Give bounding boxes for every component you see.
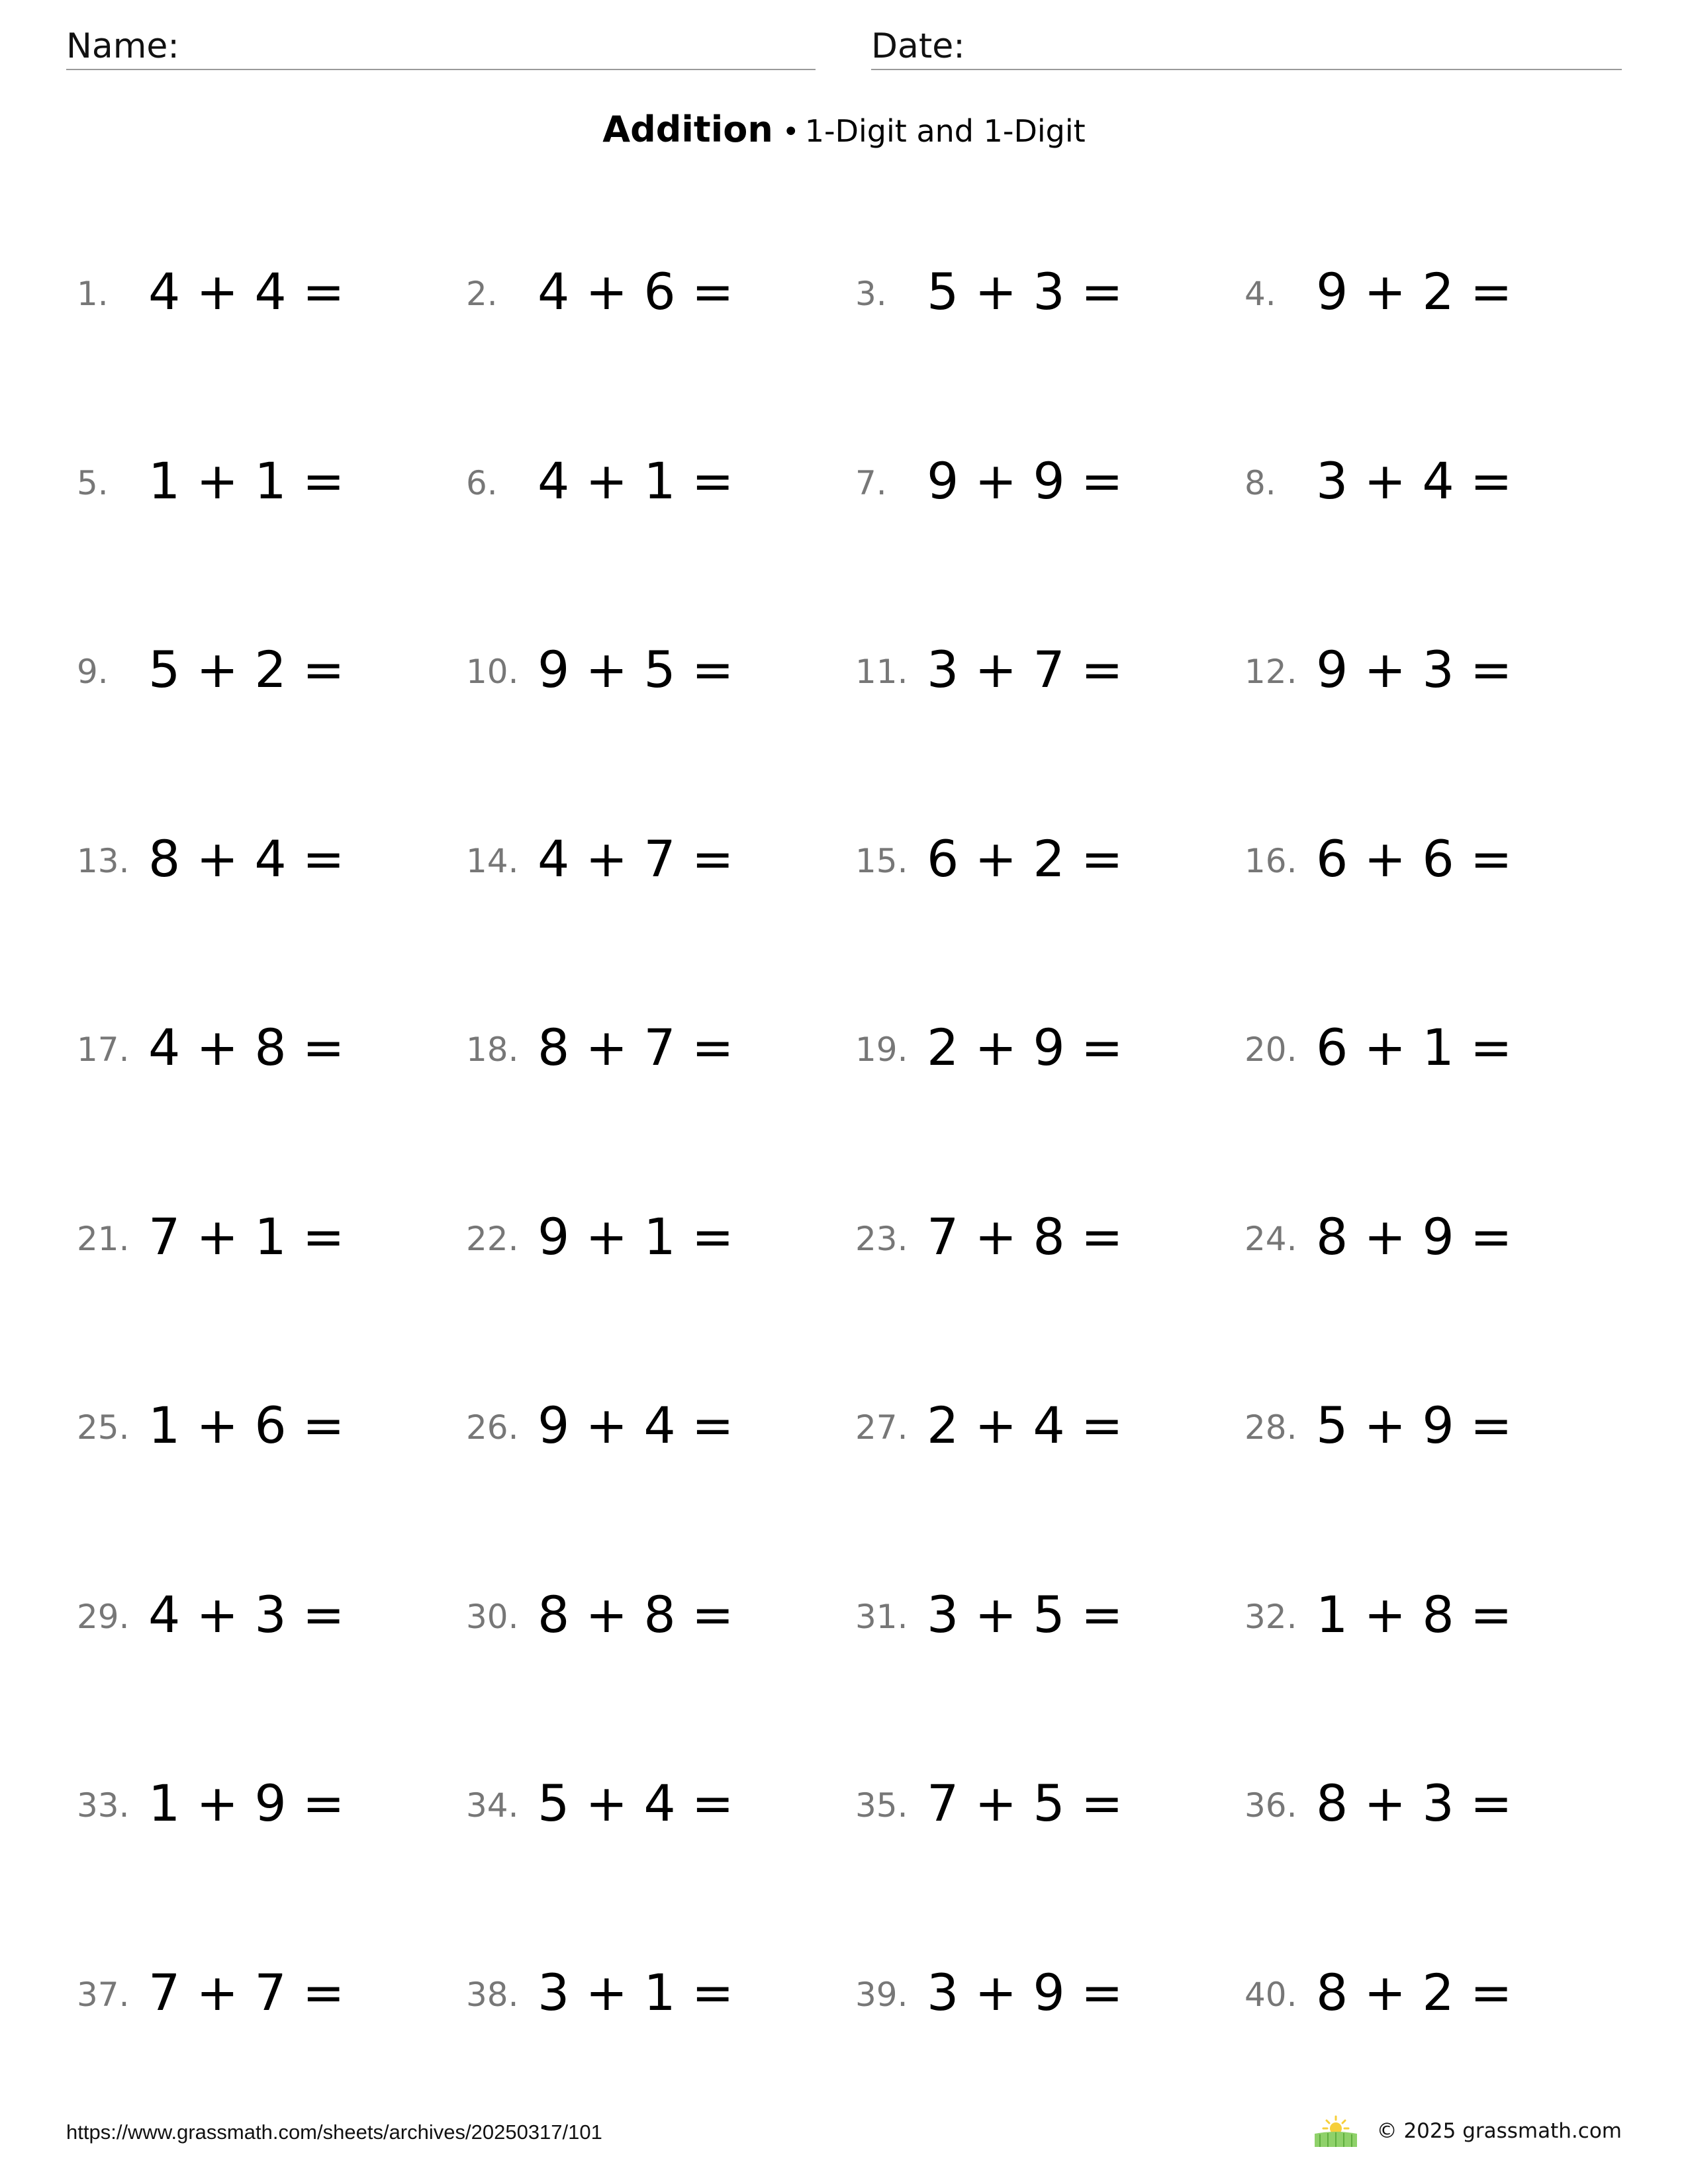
problem-number: 2. (466, 275, 498, 313)
problem-expression: 6 + 6 = (1316, 829, 1513, 888)
problem-number: 16. (1244, 841, 1297, 880)
problem-number: 27. (855, 1408, 908, 1447)
problem-number: 38. (466, 1975, 519, 2014)
problem-expression: 1 + 8 = (1316, 1584, 1513, 1644)
problem-expression: 6 + 1 = (1316, 1018, 1513, 1077)
problem-expression: 7 + 1 = (148, 1206, 345, 1266)
problem-number: 13. (77, 841, 130, 880)
problem-expression: 3 + 5 = (927, 1584, 1123, 1644)
problem-number: 9. (77, 653, 109, 691)
footer-url: https://www.grassmath.com/sheets/archives/20250317/101 (66, 2120, 602, 2144)
problem-expression: 3 + 4 = (1316, 451, 1513, 510)
problem-expression: 9 + 3 = (1316, 640, 1513, 699)
problem-expression: 3 + 9 = (927, 1962, 1123, 2022)
date-field[interactable] (871, 24, 1622, 70)
problem-number: 34. (466, 1786, 519, 1825)
problem-number: 21. (77, 1219, 130, 1258)
problem-number: 25. (77, 1408, 130, 1447)
footer-brand (1312, 2113, 1622, 2150)
problem-number: 11. (855, 653, 908, 691)
problem-expression: 3 + 7 = (927, 640, 1123, 699)
problem-expression: 9 + 5 = (538, 640, 734, 699)
problem-number: 23. (855, 1219, 908, 1258)
problem-expression: 7 + 5 = (927, 1774, 1123, 1833)
problem-number: 28. (1244, 1408, 1297, 1447)
problem-expression: 4 + 4 = (148, 262, 345, 321)
problem-expression: 4 + 6 = (538, 262, 734, 321)
problem-number: 10. (466, 653, 519, 691)
problem-expression: 2 + 4 = (927, 1396, 1123, 1455)
problem-number: 12. (1244, 653, 1297, 691)
problem-expression: 8 + 2 = (1316, 1962, 1513, 2022)
title-separator: • (782, 115, 800, 149)
worksheet-title (0, 105, 1688, 158)
problem-expression: 4 + 8 = (148, 1018, 345, 1077)
problem-expression: 5 + 9 = (1316, 1396, 1513, 1455)
problem-expression: 8 + 7 = (538, 1018, 734, 1077)
problem-expression: 8 + 9 = (1316, 1206, 1513, 1266)
problem-number: 26. (466, 1408, 519, 1447)
problem-number: 20. (1244, 1030, 1297, 1069)
problem-expression: 8 + 8 = (538, 1584, 734, 1644)
problem-number: 32. (1244, 1597, 1297, 1636)
problem-number: 6. (466, 463, 498, 502)
title-subtitle: 1-Digit and 1-Digit (804, 113, 1086, 149)
problem-number: 40. (1244, 1975, 1297, 2014)
problem-expression: 9 + 1 = (538, 1206, 734, 1266)
problem-number: 35. (855, 1786, 908, 1825)
problem-expression: 5 + 2 = (148, 640, 345, 699)
problem-expression: 4 + 1 = (538, 451, 734, 510)
problem-expression: 1 + 6 = (148, 1396, 345, 1455)
problem-expression: 4 + 3 = (148, 1584, 345, 1644)
problem-expression: 9 + 4 = (538, 1396, 734, 1455)
problem-number: 4. (1244, 275, 1276, 313)
problem-number: 33. (77, 1786, 130, 1825)
problem-number: 1. (77, 275, 109, 313)
name-label: Name: (66, 26, 179, 66)
problem-number: 7. (855, 463, 887, 502)
problem-number: 30. (466, 1597, 519, 1636)
problem-expression: 8 + 3 = (1316, 1774, 1513, 1833)
problem-expression: 9 + 9 = (927, 451, 1123, 510)
name-field[interactable] (66, 24, 816, 70)
problem-number: 3. (855, 275, 887, 313)
problem-expression: 5 + 4 = (538, 1774, 734, 1833)
problem-expression: 5 + 3 = (927, 262, 1123, 321)
date-label: Date: (871, 26, 965, 66)
problem-number: 8. (1244, 463, 1276, 502)
problem-number: 19. (855, 1030, 908, 1069)
problem-number: 37. (77, 1975, 130, 2014)
problem-number: 29. (77, 1597, 130, 1636)
problem-expression: 2 + 9 = (927, 1018, 1123, 1077)
problem-expression: 6 + 2 = (927, 829, 1123, 888)
problem-number: 24. (1244, 1219, 1297, 1258)
problem-number: 15. (855, 841, 908, 880)
grass-sun-logo-icon (1312, 2114, 1360, 2148)
problem-expression: 1 + 9 = (148, 1774, 345, 1833)
problem-expression: 9 + 2 = (1316, 262, 1513, 321)
problem-number: 36. (1244, 1786, 1297, 1825)
problem-expression: 4 + 7 = (538, 829, 734, 888)
problem-expression: 8 + 4 = (148, 829, 345, 888)
problem-number: 5. (77, 463, 109, 502)
problem-expression: 7 + 7 = (148, 1962, 345, 2022)
problem-expression: 7 + 8 = (927, 1206, 1123, 1266)
problem-number: 31. (855, 1597, 908, 1636)
problem-number: 39. (855, 1975, 908, 2014)
title-main: Addition (602, 109, 773, 150)
problem-number: 22. (466, 1219, 519, 1258)
problem-number: 18. (466, 1030, 519, 1069)
problem-expression: 3 + 1 = (538, 1962, 734, 2022)
copyright-text: © 2025 grassmath.com (1376, 2119, 1622, 2143)
problem-expression: 1 + 1 = (148, 451, 345, 510)
problem-number: 14. (466, 841, 519, 880)
problem-number: 17. (77, 1030, 130, 1069)
